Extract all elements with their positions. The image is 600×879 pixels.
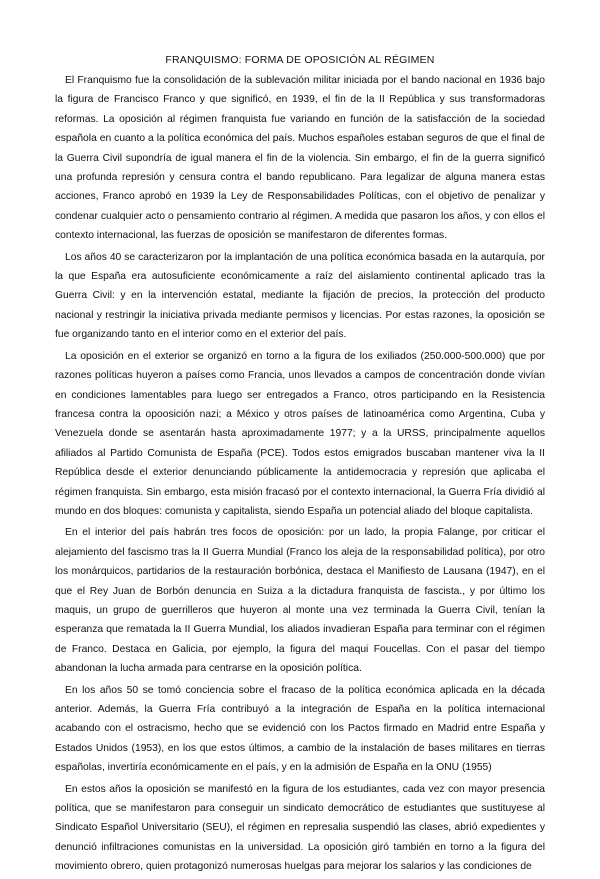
paragraph-anos-40: Los años 40 se caracterizaron por la implantación de una política económica basada en la autarquía, por la que España era autosuficiente económicamente a raíz del aislamiento continental aplicado tras la Guerra Civil: y en la intervención estatal, mediante la fijación de precios, la protección del producto nacional y restringir la iniciativa privada mediante permisos y licencias. Por estas razones, la oposición se fue organizando tanto en el interior como en el exterior del país. bbox=[55, 251, 545, 341]
document-page bbox=[55, 50, 545, 879]
paragraph-anos-50: En los años 50 se tomó conciencia sobre el fracaso de la política económica aplicada en la década anterior. Además, la Guerra Fría contribuyó a la integración de España en la política internacional acabando con el ostracismo, hecho que se evidenció con los Pactos firmado en Madrid entre España y Estados Unidos (1953), en los que estos últimos, a cambio de la instalación de bases militares en tierras españolas, invertiría económicamente en el país, y en la admisión de España en la ONU (1955) bbox=[55, 684, 545, 774]
paragraph-oposicion-interior: En el interior del país habrán tres focos de oposición: por un lado, la propia Falange, por criticar el alejamiento del fascismo tras la II Guerra Mundial (Franco los aleja de la responsabilidad política), por otro los monárquicos, partidarios de la restauración borbónica, destaca el Manifiesto de Lausana (1947), en el que el Rey Juan de Borbón denuncia en Suiza a la dictadura franquista de fascista., y por último los maquis, un grupo de guerrilleros que huyeron al monte una vez terminada la Guerra Civil, tenían la esperanza que rematada la II Guerra Mundial, los aliados invadieran España para terminar con el régimen de Franco. Destaca en Galicia, por ejemplo, la figura del maqui Foucellas. Con el pasar del tiempo abandonan la lucha armada para centrarse en la oposición política. bbox=[55, 527, 545, 675]
paragraph-estudiantes-obreros: En estos años la oposición se manifestó en la figura de los estudiantes, cada vez con mayor presencia política, que se manifestaron para conseguir un sindicato democrático de estudiantes que sustituyese al Sindicato Español Universitario (SEU), el régimen en represalia suspendió las clases, abrió expedientes y denunció infiltraciones comunistas en la universidad. La oposición giró también en torno a la figura del movimiento obrero, quien protagonizó numerosas huelgas para mejorar los salarios y las condiciones de bbox=[55, 783, 545, 873]
paragraph-oposicion-exterior: La oposición en el exterior se organizó en torno a la figura de los exiliados (250.000-500.000) que por razones políticas huyeron a países como Francia, unos llevados a campos de concentración donde vivían en condiciones lamentables para luego ser entregados a Franco, otros participando en la Resistencia francesa contra la opoosición nazi; a México y otros países de latinoamérica como Argentina, Cuba y Venezuela donde se asentarán hasta aproximadamente 1977; y a la URSS, principalmente aquellos afiliados al Partido Comunista de España (PCE). Todos estos emigrados buscaban mantener viva la II República desde el exterior denunciando públicamente la antidemocracia y represión que aplicaba el régimen franquista. Sin embargo, esta misión fracasó por el contexto internacional, la Guerra Fría dividió al mundo en dos bloques: comunista y capitalista, siendo España un potencial aliado del bloque capitalista. bbox=[55, 350, 545, 517]
document-title: FRANQUISMO: FORMA DE OPOSICIÓN AL RÉGIMEN bbox=[165, 54, 435, 66]
paragraph-franquismo-intro: El Franquismo fue la consolidación de la sublevación militar iniciada por el bando nacional en 1936 bajo la figura de Francisco Franco y que significó, en 1939, el fin de la II República y sus transformadoras reformas. La oposición al régimen franquista fue variando en función de la satisfacción de la sociedad española en cuanto a la política económica del país. Muchos españoles estaban seguros de que el final de la Guerra Civil supondría de igual manera el fin de la violencia. Sin embargo, el fin de la guerra significó una profunda represión y censura contra el bando republicano. Para legalizar de alguna manera estas acciones, Franco aprobó en 1939 la Ley de Responsabilidades Políticas, con el objetivo de penalizar y condenar cualquier acto o pensamiento contrario al régimen. A medida que pasaron los años, y con ellos el contexto internacional, las fuerzas de oposición se manifestaron de diferentes formas. bbox=[55, 75, 545, 242]
